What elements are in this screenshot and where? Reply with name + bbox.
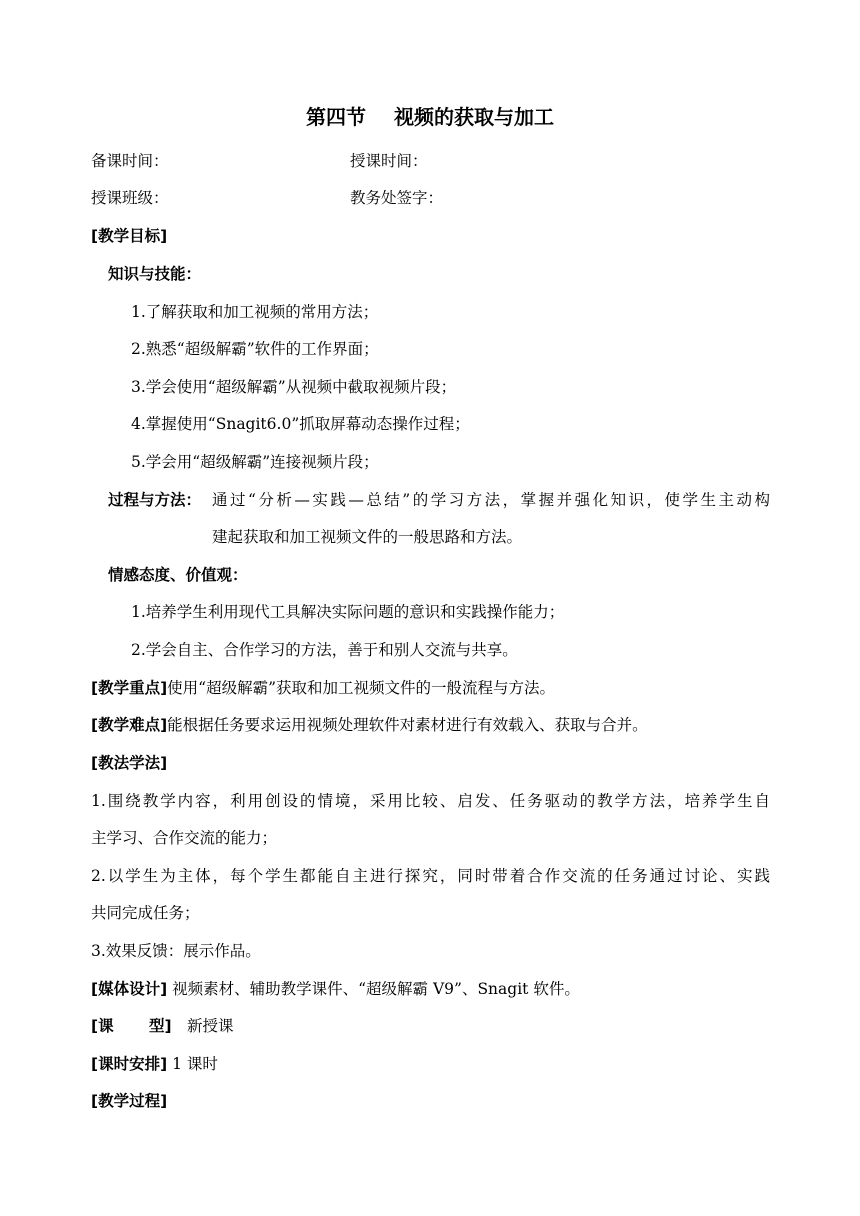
emotion-item: 1.培养学生利用现代工具解决实际问题的意识和实践操作能力； [131,603,565,621]
difficulty-label: [教学难点] [91,716,168,734]
methods-heading: [教法学法] [91,754,168,772]
lesson-type-label-left: [课 [91,1017,114,1035]
page-title [0,104,860,130]
knowledge-heading: 知识与技能： [108,265,202,283]
lesson-type-text: 新授课 [187,1017,234,1035]
knowledge-item: 1.了解获取和加工视频的常用方法； [131,303,379,321]
methods-item2-line1: 2.以学生为主体，每个学生都能自主进行探究，同时带着合作交流的任务通过讨论、实践 [91,867,770,885]
schedule [91,1054,218,1074]
knowledge-item: 3.学会使用“超级解霸”从视频中截取视频片段； [131,378,457,396]
methods-item1-line1: 1.围绕教学内容，利用创设的情境，采用比较、启发、任务驱动的教学方法，培养学生自 [91,792,770,810]
key-point-text: 使用“超级解霸”获取和加工视频文件的一般流程与方法。 [167,679,556,697]
process-text-line1: 通过“分析—实践—总结”的学习方法，掌握并强化知识，使学生主动构 [212,491,770,509]
class-label: 授课班级： [91,189,169,207]
key-point [91,678,555,698]
key-point-label: [教学重点] [91,679,168,697]
process-section-heading: [教学过程] [91,1092,168,1110]
lesson-type-label-right: 型] [149,1017,172,1035]
media-label: [媒体设计] [91,980,168,998]
signature-label: 教务处签字： [350,189,444,207]
schedule-text: 1 课时 [172,1055,218,1073]
emotion-item: 2.学会自主、合作学习的方法，善于和别人交流与共享。 [131,641,518,659]
emotion-heading: 情感态度、价值观： [108,566,248,584]
objectives-heading: [教学目标] [91,227,168,245]
media-design [91,979,580,999]
difficulty-text: 能根据任务要求运用视频处理软件对素材进行有效载入、获取与合并。 [167,716,648,734]
knowledge-item: 5.学会用“超级解霸”连接视频片段； [131,453,379,471]
media-text: 视频素材、辅助教学课件、“超级解霸 V9”、Snagit 软件。 [172,980,580,998]
teach-time-label: 授课时间： [350,152,428,170]
process-heading: 过程与方法： [108,491,202,509]
schedule-label: [课时安排] [91,1055,168,1073]
knowledge-item: 2.熟悉“超级解霸”软件的工作界面； [131,340,379,358]
section-name: 视频的获取与加工 [394,105,554,129]
section-number: 第四节 [306,105,366,129]
prep-time-label: 备课时间： [91,152,169,170]
difficulty [91,715,648,735]
methods-item3: 3.效果反馈：展示作品。 [91,942,261,960]
process-text-line2: 建起获取和加工视频文件的一般思路和方法。 [212,528,523,546]
knowledge-item: 4.掌握使用“Snagit6.0”抓取屏幕动态操作过程； [131,415,470,433]
methods-item2-line2: 共同完成任务； [91,904,200,922]
methods-item1-line2: 主学习、合作交流的能力； [91,829,278,847]
